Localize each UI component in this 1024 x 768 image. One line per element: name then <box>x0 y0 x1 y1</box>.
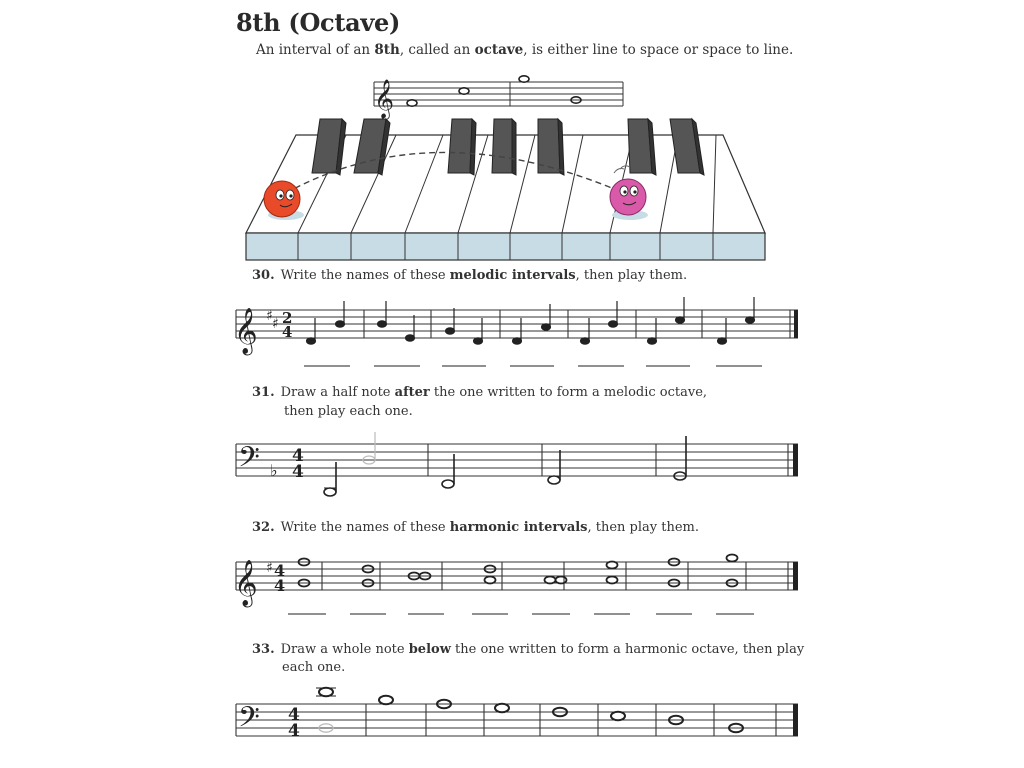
sharp-icon: ♯ <box>266 560 273 576</box>
time-signature-bottom: 4 <box>292 462 304 482</box>
time-signature-top: 4 <box>288 705 300 725</box>
whole-notes <box>407 76 581 106</box>
harmonic-whole-notes <box>299 555 738 587</box>
exercise-32-instruction: 32. Write the names of these harmonic intervals, then play them. <box>252 520 700 535</box>
intro-text: An interval of an 8th, called an octave, is either line to space or space to line. <box>256 42 794 58</box>
half-notes <box>324 436 686 496</box>
bass-clef-icon: 𝄢 <box>238 441 260 481</box>
octave-example-staff <box>368 72 628 120</box>
bass-clef-icon: 𝄢 <box>238 701 260 741</box>
time-signature-top: 4 <box>274 561 286 580</box>
time-signature-top: 4 <box>292 446 304 466</box>
exercise-32-staff <box>232 550 804 622</box>
treble-clef-icon: 𝄞 <box>234 560 258 606</box>
time-signature-bottom: 4 <box>288 721 300 741</box>
exercise-31-instruction-line2: then play each one. <box>284 404 413 419</box>
exercise-30-staff <box>232 296 804 376</box>
time-signature-top: 2 <box>282 309 293 327</box>
exercise-33-staff <box>232 682 804 754</box>
exercise-31-instruction: 31. Draw a half note after the one written to form a melodic octave, <box>252 385 708 400</box>
time-signature-bottom: 4 <box>274 576 286 595</box>
treble-clef-icon: 𝄞 <box>374 79 395 119</box>
example-answer-half-note <box>363 432 375 464</box>
flat-icon: ♭ <box>270 461 278 480</box>
written-whole-notes <box>319 688 743 732</box>
treble-clef-icon: 𝄞 <box>234 308 258 354</box>
page-title: 8th (Octave) <box>236 8 401 37</box>
sharp-icon: ♯ <box>272 316 279 332</box>
quarter-notes <box>307 297 755 344</box>
exercise-33-instruction-line2: each one. <box>282 660 346 675</box>
exercise-33-instruction: 33. Draw a whole note below the one written to form a harmonic octave, then play <box>252 642 805 657</box>
time-signature-bottom: 4 <box>282 323 293 341</box>
sharp-icon: ♯ <box>266 308 273 324</box>
piano-keyboard-illustration <box>238 115 773 265</box>
exercise-31-staff <box>232 432 804 502</box>
exercise-30-instruction: 30. Write the names of these melodic intervals, then play them. <box>252 268 688 283</box>
